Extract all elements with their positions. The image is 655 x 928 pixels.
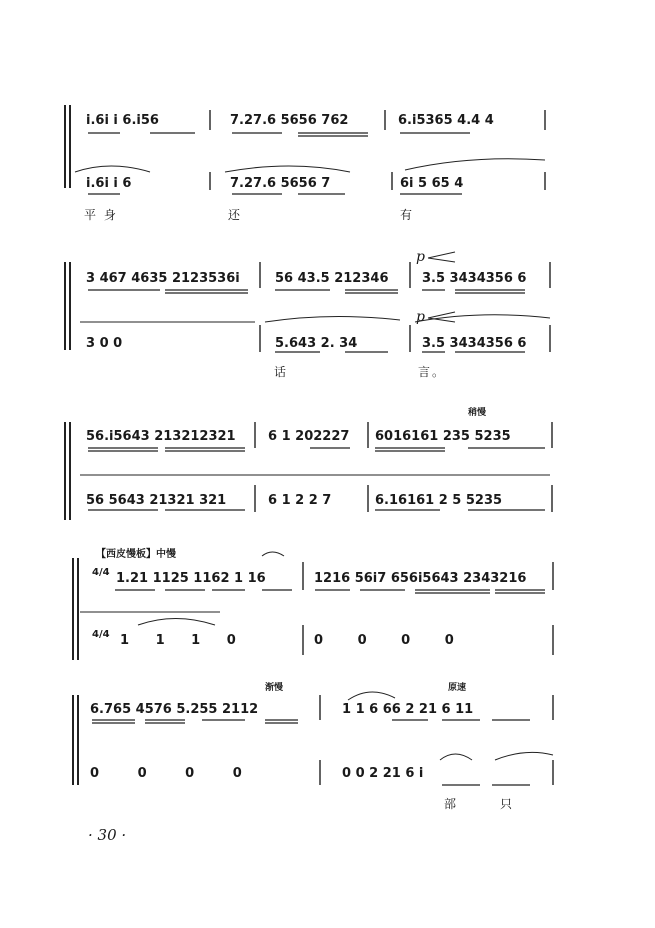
s4-time-sig-lower: 4/4: [92, 629, 110, 640]
s2-lyric-1: 话: [274, 365, 289, 379]
s3-tempo: 稍慢: [468, 408, 487, 418]
s1-upper-m2: 7.27.6 5656 762: [230, 113, 349, 128]
s5-lyric-2: 只: [500, 797, 515, 811]
s3-upper-m3: 6016161 235 5235: [375, 429, 511, 444]
s4-upper-m2: 1216 56i7 656i5643 2343216: [314, 571, 527, 586]
s5-tempo-2: 原速: [448, 683, 467, 693]
s5-lyric-1: 部: [444, 797, 459, 811]
page-number: · 30 ·: [88, 826, 127, 844]
s1-upper-m3: 6.i5365 4.4 4: [398, 113, 494, 128]
s4-lower-m1: 1 1 1 0: [120, 633, 236, 648]
s3-lower-m1: 56 5643 21321 321: [86, 493, 227, 508]
s3-upper-m2: 6 1 202227: [268, 429, 350, 444]
s3-upper-m1: 56.i5643 213212321: [86, 429, 236, 444]
s2-dynamic-upper: p: [416, 249, 425, 265]
s2-lower-m1: 3 0 0: [86, 336, 123, 351]
s1-lyric-2: 还: [228, 208, 243, 222]
s1-lyric-3: 有: [400, 208, 415, 222]
s4-upper-m1: 1.21 1125 1162 1 16: [116, 571, 266, 586]
s3-lower-m3: 6.16161 2 5 5235: [375, 493, 503, 508]
s2-lower-m2: 5.643 2. 34: [275, 336, 358, 351]
s2-upper-m1: 3 467 4635 2123536i: [86, 271, 240, 286]
s5-tempo-1: 渐慢: [265, 683, 284, 693]
s2-lower-m3: 3.5 3434356 6: [422, 336, 527, 351]
s1-lyric-1: 平 身: [84, 208, 118, 222]
s5-lower-m1: 0 0 0 0: [90, 766, 242, 781]
s4-time-sig-upper: 4/4: [92, 567, 110, 578]
s2-upper-m3: 3.5 3434356 6: [422, 271, 527, 286]
s5-upper-m1: 6.765 4576 5.255 2112: [90, 702, 259, 717]
s1-lower-m1: i.6i i 6: [86, 176, 132, 191]
s1-lower-m2: 7.27.6 5656 7: [230, 176, 331, 191]
s1-upper-m1: i.6i i 6.i56: [86, 113, 159, 128]
s4-section-label: 【西皮慢板】中慢: [96, 549, 176, 560]
s2-upper-m2: 56 43.5 212346: [275, 271, 389, 286]
s5-upper-m2: 1 1 6 66 2 21 6 11: [342, 702, 474, 717]
s5-lower-m2: 0 0 2 21 6 i: [342, 766, 424, 781]
s4-lower-m2: 0 0 0 0: [314, 633, 454, 648]
s2-dynamic-lower: p: [416, 309, 425, 325]
s1-lower-m3: 6i 5 65 4: [400, 176, 464, 191]
s3-lower-m2: 6 1 2 2 7: [268, 493, 332, 508]
s2-lyric-2: 言。: [418, 365, 447, 379]
